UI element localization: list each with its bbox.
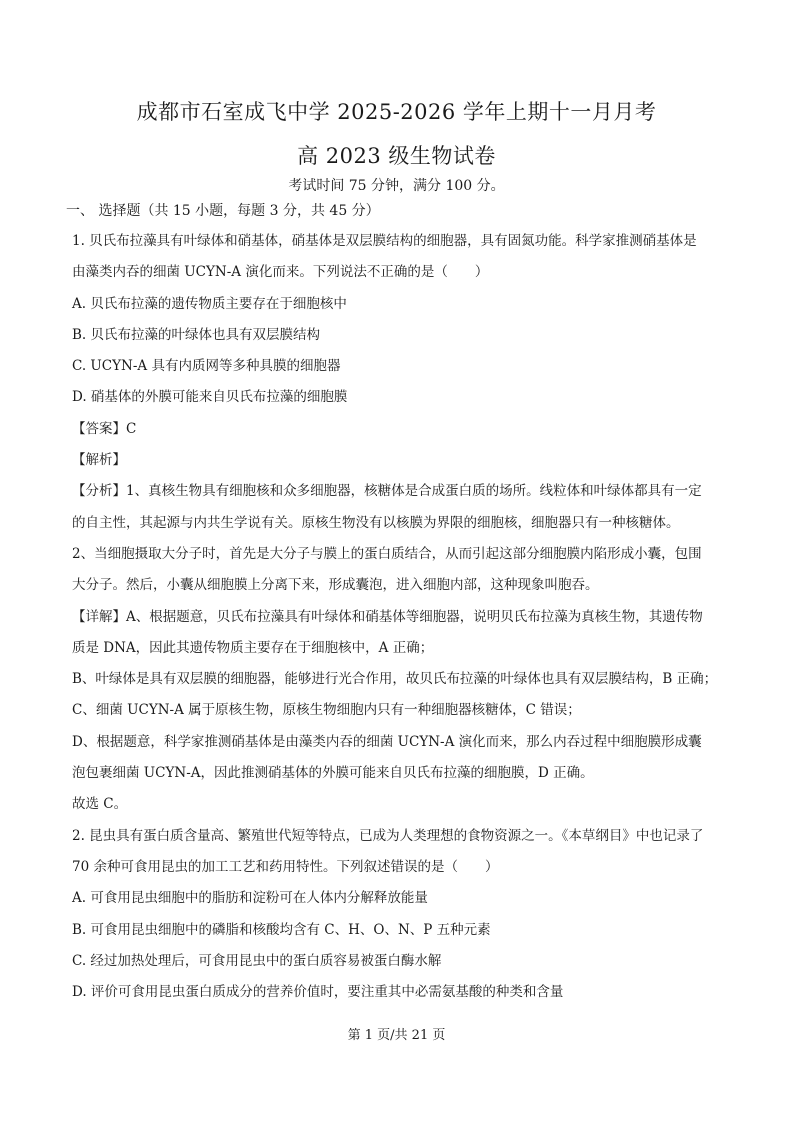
option-line: B. 可食用昆虫细胞中的磷脂和核酸均含有 C、H、O、N、P 五种元素 <box>72 921 491 938</box>
option-line: C. 经过加热处理后，可食用昆虫中的蛋白质容易被蛋白酶水解 <box>72 952 442 969</box>
option-line: B. 贝氏布拉藻的叶绿体也具有双层膜结构 <box>72 326 321 343</box>
question-content <box>72 226 732 1008</box>
text-line: 2. 昆虫具有蛋白质含量高、繁殖世代短等特点，已成为人类理想的食物资源之一。《本草纲目》中也记录了 <box>72 827 704 844</box>
option-line: A. 可食用昆虫细胞中的脂肪和淀粉可在人体内分解释放能量 <box>72 890 428 907</box>
option-line: D. 评价可食用昆虫蛋白质成分的营养价值时，要注重其中必需氨基酸的种类和含量 <box>72 984 564 1001</box>
analysis-label: 【解析】 <box>72 452 126 469</box>
text-line: 【详解】A、根据题意，贝氏布拉藻具有叶绿体和硝基体等细胞器，说明贝氏布拉藻为真核生物，其遗传物 <box>72 608 703 625</box>
text-line: 70 余种可食用昆虫的加工工艺和药用特性。下列叙述错误的是（ ） <box>72 858 499 875</box>
exam-title-line2: 高 2023 级生物试卷 <box>297 144 496 168</box>
exam-info: 考试时间 75 分钟，满分 100 分。 <box>288 178 505 194</box>
answer-line: 【答案】C <box>72 420 137 437</box>
text-line: D、根据题意，科学家推测硝基体是由藻类内吞的细菌 UCYN-A 演化而来，那么内吞过程中细胞膜形成囊 <box>72 733 702 750</box>
page-footer: 第 1 页/共 21 页 <box>347 1028 446 1043</box>
text-line: 由藻类内吞的细菌 UCYN-A 演化而来。下列说法不正确的是（ ） <box>72 264 489 281</box>
text-line: 泡包裹细菌 UCYN-A，因此推测硝基体的外膜可能来自贝氏布拉藻的细胞膜，D 正确。 <box>72 765 594 782</box>
exam-title-line1: 成都市石室成飞中学 2025-2026 学年上期十一月月考 <box>136 100 657 124</box>
text-line: 大分子。然后，小囊从细胞膜上分离下来，形成囊泡，进入细胞内部，这种现象叫胞吞。 <box>72 577 599 594</box>
text-line: 2、当细胞摄取大分子时，首先是大分子与膜上的蛋白质结合，从而引起这部分细胞膜内陷形成小囊，包围 <box>72 545 702 562</box>
text-line: 质是 DNA，因此其遗传物质主要存在于细胞核中，A 正确； <box>72 639 434 656</box>
section-heading: 一、 选择题（共 15 小题，每题 3 分，共 45 分） <box>66 203 380 219</box>
option-line: A. 贝氏布拉藻的遗传物质主要存在于细胞核中 <box>72 295 347 312</box>
option-line: D. 硝基体的外膜可能来自贝氏布拉藻的细胞膜 <box>72 389 348 406</box>
text-line: 故选 C。 <box>72 796 128 813</box>
option-line: C. UCYN-A 具有内质网等多种具膜的细胞器 <box>72 358 341 375</box>
text-line: 1. 贝氏布拉藻具有叶绿体和硝基体，硝基体是双层膜结构的细胞器，具有固氮功能。科学家推测硝基体是 <box>72 233 697 249</box>
text-line: C、细菌 UCYN-A 属于原核生物，原核生物细胞内只有一种细胞器核糖体，C 错误； <box>72 702 581 719</box>
text-line: 【分析】1、真核生物具有细胞核和众多细胞器，核糖体是合成蛋白质的场所。线粒体和叶绿体都具有一定 <box>72 483 702 500</box>
text-line: B、叶绿体是具有双层膜的细胞器，能够进行光合作用，故贝氏布拉藻的叶绿体也具有双层膜结构，B 正确； <box>72 671 718 688</box>
text-line: 的自主性，其起源与内共生学说有关。原核生物没有以核膜为界限的细胞核，细胞器只有一种核糖体。 <box>72 514 680 531</box>
